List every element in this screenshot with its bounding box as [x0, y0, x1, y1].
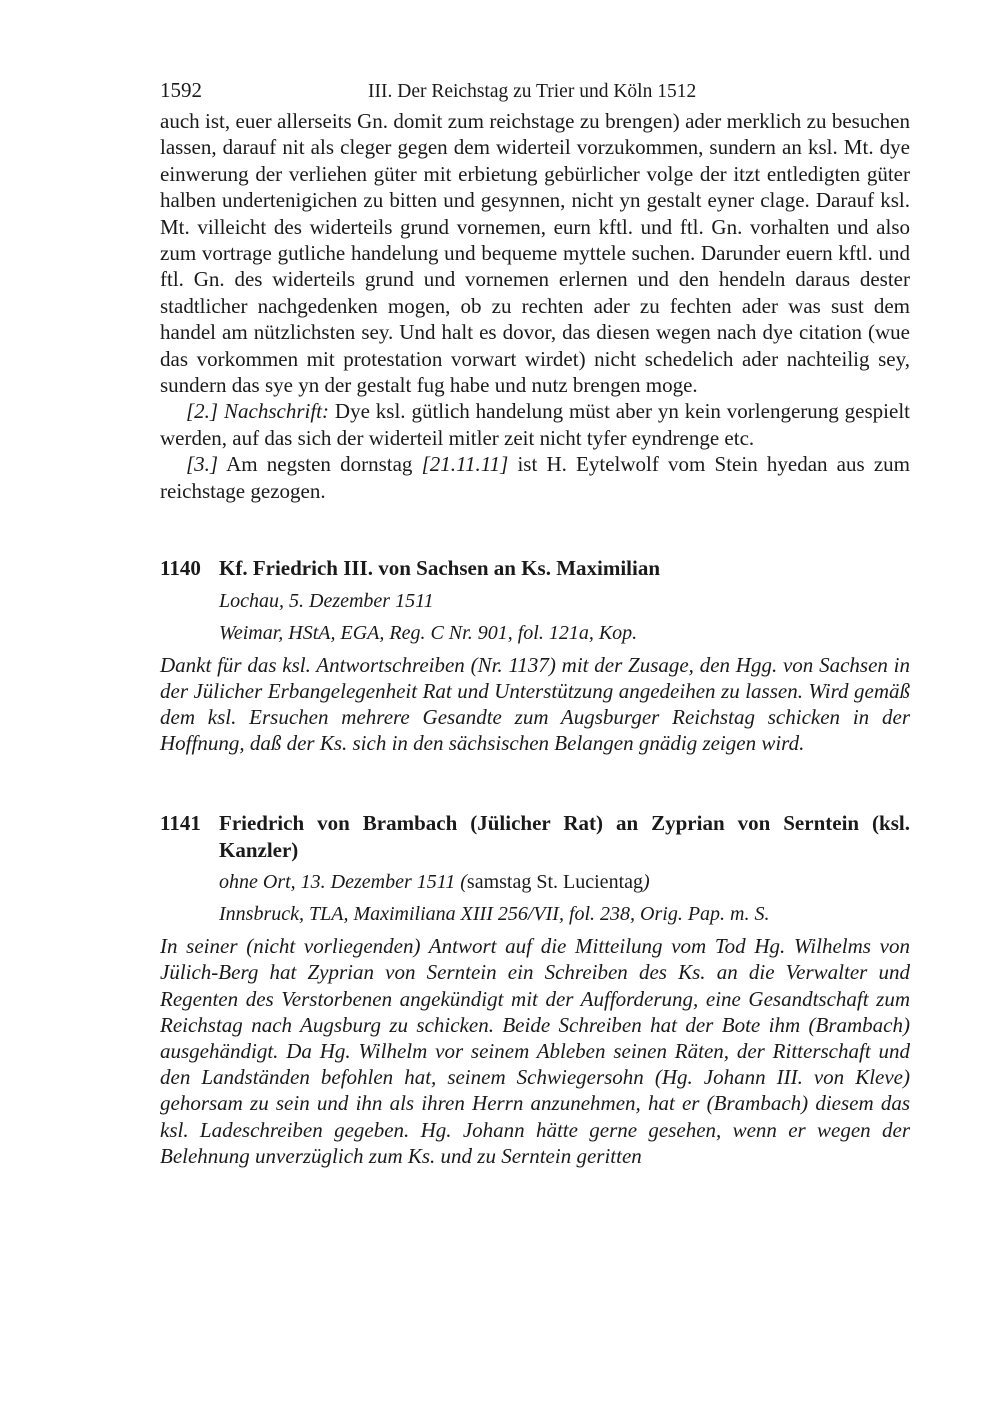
document-number: 1141 — [160, 811, 201, 836]
document-title: Kf. Friedrich III. von Sachsen an Ks. Maximilian — [219, 556, 661, 581]
page-number: 1592 — [160, 78, 202, 102]
document-entry-1140 — [160, 555, 910, 756]
body-paragraph-2 — [160, 398, 910, 451]
running-title: III. Der Reichstag zu Trier und Köln 1512 — [368, 81, 697, 102]
place-date-close: ) — [643, 871, 650, 894]
document-number: 1140 — [160, 556, 201, 581]
postscript-text: Dye ksl. gütlich handelung müst aber yn kein vorlengerung gespielt werden, auf das sich der widerteil mitler zeit nicht tyfer eyndrenge etc. — [160, 399, 910, 450]
document-place-date — [160, 588, 910, 614]
body-paragraph-3 — [160, 451, 910, 504]
postscript-label: [2.] Nachschrift: — [186, 399, 329, 424]
document-regest: Dankt für das ksl. Antwortschreiben (Nr. 1137) mit der Zusage, den Hgg. von Sachsen in der Jülicher Erbangelegenheit Rat und Unterstützung angedeihen zu lassen. Wird gemäß dem ksl. Ersuchen mehrere Gesandte zum Augsburger Reichstag schicken in der Hoffnung, daß der Ks. sich in den sächsischen Belangen gnädig zeigen wird. — [160, 652, 910, 756]
paragraph-3-text-b: ist H. Eytelwolf vom Stein hyedan aus zum reichstage gezogen. — [160, 452, 910, 503]
place-date-text: ohne Ort, 13. Dezember 1511 ( — [219, 871, 467, 894]
document-heading — [160, 555, 910, 581]
body-paragraph-1: auch ist, euer allerseits Gn. domit zum reichstage zu brengen) ader merklich zu besuchen lassen, darauf nit als cleger gegen dem widerteil vorzukommen, sundern an ksl. Mt. dye einwerung der verliehen güter mit erbietung gebürlicher volge der itzt entledigten güter halben undertenigichen zu bitten und gesynnen, nicht yn gestalt eyner clage. Darauf ksl. Mt. villeicht des widerteils grund vornemen, eurn kftl. und ftl. Gn. vorhalten und also zum vortrage gutliche handelung und bequeme myttele suchen. Darunder euern kftl. und ftl. Gn. des widerteils grund und vornemen erlernen und den hendeln daraus dester stadtlicher nachgedenken mogen, ob zu rechten ader zu fechten ader was sust dem handel am nützlichsten sey. Und halt es dovor, das diesen wegen nach dye citation (wue das vorkommen mit protestation vorwart wirdet) nicht schedelich ader nachteilig sey, sundern das sye yn der gestalt fug habe und nutz brengen moge. — [160, 109, 910, 398]
paragraph-3-label: [3.] — [186, 452, 219, 477]
document-entry-1141 — [160, 810, 910, 1169]
paragraph-3-text-a: Am negsten dornstag — [218, 452, 422, 477]
document-page — [160, 78, 910, 1169]
paragraph-3-date: [21.11.11] — [421, 452, 509, 477]
place-date-roman: samstag St. Lucientag — [466, 871, 643, 894]
place-date-text: Lochau, 5. Dezember 1511 — [219, 589, 434, 612]
document-place-date — [160, 869, 910, 895]
document-regest: In seiner (nicht vorliegenden) Antwort auf die Mitteilung vom Tod Hg. Wilhelms von Jülich-Berg hat Zyprian von Serntein ein Schreiben des Ks. an die Verwalter und Regenten des Verstorbenen angekündigt mit der Aufforderung, eine Gesandtschaft zum Reichstag nach Augsburg zu schicken. Beide Schreiben hat der Bote ihm (Brambach) ausgehändigt. Da Hg. Wilhelm vor seinem Ableben seinen Räten, der Ritterschaft und den Landständen befohlen hat, seinem Schwiegersohn (Hg. Johann III. von Kleve) gehorsam zu sein und ihn als ihren Herrn anzunehmen, hat er (Brambach) diesem das ksl. Ladeschreiben gegeben. Hg. Johann hätte gerne gesehen, wenn er wegen der Belehnung unverzüglich zum Ks. und zu Serntein geritten — [160, 934, 910, 1168]
document-title: Friedrich von Brambach (Jülicher Rat) an Zyprian von Serntein (ksl. Kanzler) — [219, 811, 910, 862]
document-source: Weimar, HStA, EGA, Reg. C Nr. 901, fol. 121a, Kop. — [219, 621, 638, 644]
document-source: Innsbruck, TLA, Maximiliana XIII 256/VII, fol. 238, Orig. Pap. m. S. — [219, 903, 770, 926]
running-header — [160, 78, 910, 108]
document-heading — [160, 810, 910, 863]
